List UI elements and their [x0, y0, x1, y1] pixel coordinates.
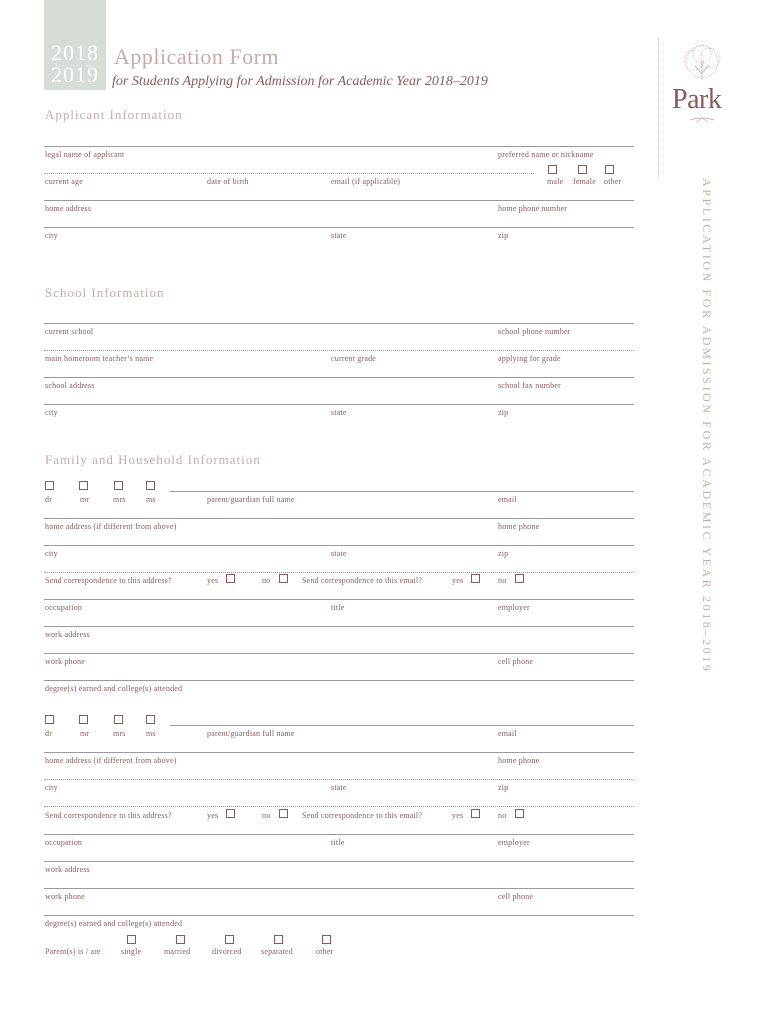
- g1-send-email-label: Send correspondence to this email?: [302, 576, 423, 585]
- g1-employer-field[interactable]: employer: [498, 603, 530, 612]
- g1-home-phone-field[interactable]: home phone: [498, 522, 540, 531]
- g2-email-field[interactable]: email: [498, 729, 517, 738]
- g2-title-field[interactable]: title: [331, 838, 345, 847]
- g2-home-address-field[interactable]: home address (if different from above): [45, 756, 177, 765]
- g2-addr-yes-checkbox[interactable]: [226, 809, 235, 818]
- rule-g1-f: [44, 653, 634, 654]
- g2-zip-field[interactable]: zip: [498, 783, 509, 792]
- g2-city-field[interactable]: city: [45, 783, 58, 792]
- section-applicant-title: Applicant Information: [45, 107, 183, 122]
- g1-city-field[interactable]: city: [45, 549, 58, 558]
- logo-wordmark: Park: [672, 84, 722, 115]
- rule-g1-b: [44, 545, 634, 546]
- school-address-field[interactable]: school address: [45, 381, 95, 390]
- g2-email-no-checkbox[interactable]: [515, 809, 524, 818]
- rule-g1-e: [44, 626, 634, 627]
- male-checkbox[interactable]: [548, 165, 557, 174]
- applicant-state-field[interactable]: state: [331, 231, 347, 240]
- g2-mrs-label: mrs: [113, 729, 126, 738]
- g2-state-field[interactable]: state: [331, 783, 347, 792]
- g2-mr-label: mr: [80, 729, 90, 738]
- g1-email-field[interactable]: email: [498, 495, 517, 504]
- g1-mr-label: mr: [80, 495, 90, 504]
- rule-address: [44, 227, 634, 228]
- rule-g2-c: [44, 806, 634, 807]
- g2-work-phone-field[interactable]: work phone: [45, 892, 85, 901]
- g2-ms-label: ms: [146, 729, 156, 738]
- g1-send-address-label: Send correspondence to this address?: [45, 576, 172, 585]
- g1-degrees-field[interactable]: degree(s) earned and college(s) attended: [45, 684, 183, 693]
- applicant-city-field[interactable]: city: [45, 231, 58, 240]
- other-status-label: other: [316, 947, 334, 956]
- g1-dr-checkbox[interactable]: [45, 481, 54, 490]
- rule-g2-a: [44, 752, 634, 753]
- applicant-email-field[interactable]: email (if applicable): [331, 177, 401, 186]
- current-grade-field[interactable]: current grade: [331, 354, 377, 363]
- rule-g2-d: [44, 834, 634, 835]
- g2-employer-field[interactable]: employer: [498, 838, 530, 847]
- other-gender-label: other: [604, 177, 622, 186]
- school-zip-field[interactable]: zip: [498, 408, 509, 417]
- rule-g2-g: [44, 915, 634, 916]
- current-age-field[interactable]: current age: [45, 177, 83, 186]
- preferred-name-field[interactable]: preferred name or nickname: [498, 150, 594, 159]
- rule-g1-name: [170, 491, 634, 492]
- g1-dr-label: dr: [45, 495, 53, 504]
- rule-g2-f: [44, 888, 634, 889]
- g2-dr-label: dr: [45, 729, 53, 738]
- g1-home-address-field[interactable]: home address (if different from above): [45, 522, 177, 531]
- g2-addr-no-label: no: [262, 811, 271, 820]
- applicant-zip-field[interactable]: zip: [498, 231, 509, 240]
- g2-email-yes-label: yes: [452, 811, 464, 820]
- g2-degrees-field[interactable]: degree(s) earned and college(s) attended: [45, 919, 183, 928]
- year-top: 2018: [51, 40, 99, 65]
- g1-zip-field[interactable]: zip: [498, 549, 509, 558]
- year-bottom: 2019: [51, 62, 99, 87]
- rule-g2-b: [44, 779, 634, 780]
- rule-school: [44, 350, 634, 351]
- school-phone-field[interactable]: school phone number: [498, 327, 571, 336]
- homeroom-teacher-field[interactable]: main homeroom teacher’s name: [45, 354, 154, 363]
- divorced-checkbox[interactable]: [225, 935, 234, 944]
- g2-addr-yes-label: yes: [207, 811, 219, 820]
- g1-email-yes-label: yes: [452, 576, 464, 585]
- g1-work-address-field[interactable]: work address: [45, 630, 90, 639]
- g2-addr-no-checkbox[interactable]: [279, 809, 288, 818]
- g1-work-phone-field[interactable]: work phone: [45, 657, 85, 666]
- year-block: [44, 0, 106, 90]
- rule-g2-name: [170, 725, 634, 726]
- g1-cell-phone-field[interactable]: cell phone: [498, 657, 534, 666]
- home-phone-number-field[interactable]: home phone number: [498, 204, 568, 213]
- school-city-field[interactable]: city: [45, 408, 58, 417]
- g1-guardian-name-field[interactable]: parent/guardian full name: [207, 495, 295, 504]
- divorced-label: divorced: [212, 947, 242, 956]
- section-school-title: School Information: [45, 285, 165, 300]
- rule-applicant-top: [44, 146, 634, 147]
- other-status-checkbox[interactable]: [322, 935, 331, 944]
- g2-ms-checkbox[interactable]: [146, 715, 155, 724]
- rule-teacher: [44, 377, 634, 378]
- g2-send-email-label: Send correspondence to this email?: [302, 811, 423, 820]
- rule-age: [44, 200, 634, 201]
- g2-guardian-name-field[interactable]: parent/guardian full name: [207, 729, 295, 738]
- form-title: Application Form: [114, 44, 280, 69]
- g2-email-no-label: no: [498, 811, 507, 820]
- rule-name: [44, 173, 534, 174]
- g1-mr-checkbox[interactable]: [79, 481, 88, 490]
- single-checkbox[interactable]: [127, 935, 136, 944]
- parents-status-label: Parent(s) is / are: [45, 947, 101, 956]
- rule-school-address: [44, 404, 634, 405]
- g1-occupation-field[interactable]: occupation: [45, 603, 83, 612]
- g1-state-field[interactable]: state: [331, 549, 347, 558]
- g1-mrs-checkbox[interactable]: [114, 481, 123, 490]
- g1-email-no-checkbox[interactable]: [515, 574, 524, 583]
- g1-ms-label: ms: [146, 495, 156, 504]
- g2-send-address-label: Send correspondence to this address?: [45, 811, 172, 820]
- g2-mrs-checkbox[interactable]: [114, 715, 123, 724]
- g1-addr-yes-checkbox[interactable]: [226, 574, 235, 583]
- rule-g1-g: [44, 680, 634, 681]
- married-label: married: [164, 947, 191, 956]
- separated-checkbox[interactable]: [274, 935, 283, 944]
- school-state-field[interactable]: state: [331, 408, 347, 417]
- current-school-field[interactable]: current school: [45, 327, 94, 336]
- g1-title-field[interactable]: title: [331, 603, 345, 612]
- g2-dr-checkbox[interactable]: [45, 715, 54, 724]
- g1-email-yes-checkbox[interactable]: [471, 574, 480, 583]
- home-address-field[interactable]: home address: [45, 204, 92, 213]
- g2-occupation-field[interactable]: occupation: [45, 838, 83, 847]
- g1-mrs-label: mrs: [113, 495, 126, 504]
- date-of-birth-field[interactable]: date of birth: [207, 177, 249, 186]
- side-banner: APPLICATION FOR ADMISSION FOR ACADEMIC YEAR 2018–2019: [700, 178, 714, 674]
- school-fax-field[interactable]: school fax number: [498, 381, 561, 390]
- g2-home-phone-field[interactable]: home phone: [498, 756, 540, 765]
- male-label: male: [547, 177, 564, 186]
- rule-g1-d: [44, 599, 634, 600]
- other-gender-checkbox[interactable]: [605, 165, 614, 174]
- g1-email-no-label: no: [498, 576, 507, 585]
- separated-label: separated: [261, 947, 294, 956]
- g2-email-yes-checkbox[interactable]: [471, 809, 480, 818]
- g2-cell-phone-field[interactable]: cell phone: [498, 892, 534, 901]
- header-divider: [658, 38, 659, 178]
- married-checkbox[interactable]: [176, 935, 185, 944]
- rule-g1-c: [44, 572, 634, 573]
- female-checkbox[interactable]: [578, 165, 587, 174]
- legal-name-field[interactable]: legal name of applicant: [45, 150, 125, 159]
- section-family-title: Family and Household Information: [45, 452, 261, 467]
- g1-ms-checkbox[interactable]: [146, 481, 155, 490]
- g1-addr-no-checkbox[interactable]: [279, 574, 288, 583]
- applying-grade-field[interactable]: applying for grade: [498, 354, 561, 363]
- g1-addr-yes-label: yes: [207, 576, 219, 585]
- female-label: female: [573, 177, 596, 186]
- g1-addr-no-label: no: [262, 576, 271, 585]
- single-label: single: [121, 947, 142, 956]
- rule-g2-e: [44, 861, 634, 862]
- rule-school-top: [44, 323, 634, 324]
- g2-mr-checkbox[interactable]: [79, 715, 88, 724]
- rule-g1-a: [44, 518, 634, 519]
- form-subtitle: for Students Applying for Admission for Academic Year 2018–2019: [112, 74, 488, 89]
- g2-work-address-field[interactable]: work address: [45, 865, 90, 874]
